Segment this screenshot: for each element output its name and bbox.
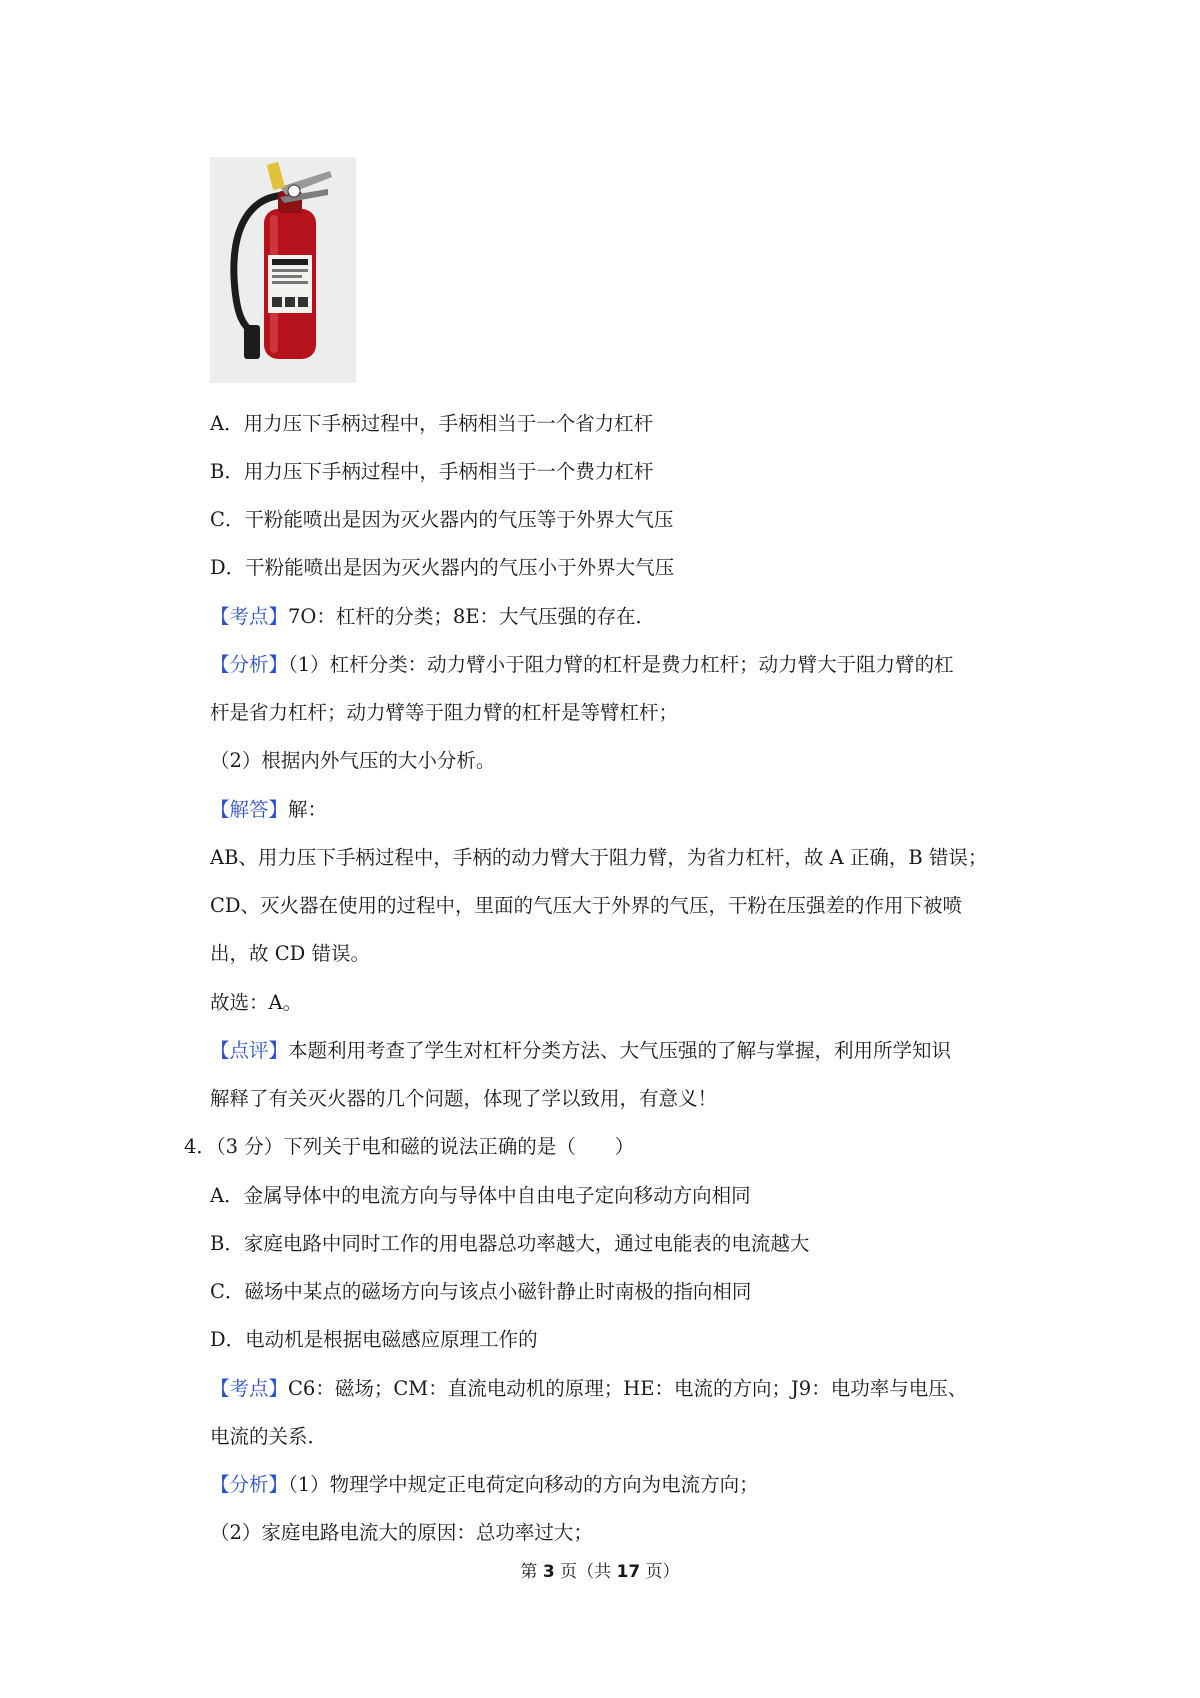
q4-option-a: A．金属导体中的电流方向与导体中自由电子定向移动方向相同 [210,1184,751,1207]
q3-kaodian [210,604,655,630]
footer-post: 页） [645,1562,680,1582]
q3-fenxi-line-3: （2）根据内外气压的大小分析。 [210,749,496,772]
page-total: 17 [616,1562,641,1582]
fenxi-text: （1）物理学中规定正电荷定向移动的方向为电流方向； [288,1473,759,1496]
page-footer [0,1561,1200,1583]
footer-mid: 页（共 [560,1562,612,1582]
fenxi-text: （1）杠杆分类：动力臂小于阻力臂的杠杆是费力杠杆；动力臂大于阻力臂的杠 [288,653,954,676]
jieda-tag: 【解答】 [210,798,289,821]
q3-jieda-line-2: CD、灭火器在使用的过程中，里面的气压大于外界的气压，干粉在压强差的作用下被喷 [210,894,963,917]
dianping-tag: 【点评】 [210,1039,289,1062]
kaodian-tag: 【考点】 [210,605,289,628]
q3-option-d: D．干粉能喷出是因为灭火器内的气压小于外界大气压 [210,556,675,579]
q3-answer: 故选：A。 [210,991,303,1014]
q3-jieda-line-1: AB、用力压下手柄过程中，手柄的动力臂大于阻力臂，为省力杠杆，故 A 正确，B 错误； [210,846,988,869]
fenxi-tag: 【分析】 [210,653,289,676]
fire-extinguisher-figure [210,157,356,383]
kaodian-tag: 【考点】 [210,1377,289,1400]
q4-kaodian [210,1376,967,1402]
q3-option-c: C．干粉能喷出是因为灭火器内的气压等于外界大气压 [210,508,674,531]
fire-extinguisher-icon [210,157,356,383]
q4-option-b: B．家庭电路中同时工作的用电器总功率越大，通过电能表的电流越大 [210,1232,810,1255]
q4-stem: 4．（3 分）下列关于电和磁的说法正确的是（ ） [184,1135,635,1158]
dianping-text: 本题利用考查了学生对杠杆分类方法、大气压强的了解与掌握，利用所学知识 [288,1039,952,1062]
q3-option-b: B．用力压下手柄过程中，手柄相当于一个费力杠杆 [210,460,654,483]
q4-kaodian-line-2: 电流的关系． [210,1425,328,1448]
footer-pre: 第 [520,1562,538,1582]
q4-fenxi [210,1472,759,1498]
kaodian-text: C6：磁场；CM：直流电动机的原理；HE：电流的方向；J9：电功率与电压、 [288,1377,968,1400]
q3-jieda-line-3: 出，故 CD 错误。 [210,942,370,965]
q4-fenxi-line-2: （2）家庭电路电流大的原因：总功率过大； [210,1521,593,1544]
q3-dianping-line-2: 解释了有关灭火器的几个问题，体现了学以致用，有意义！ [210,1087,718,1110]
q3-jieda [210,797,327,823]
q3-dianping [210,1038,951,1064]
q3-fenxi [210,652,954,678]
q4-option-d: D．电动机是根据电磁感应原理工作的 [210,1328,538,1351]
q4-option-c: C．磁场中某点的磁场方向与该点小磁针静止时南极的指向相同 [210,1280,752,1303]
page-number: 3 [542,1562,555,1582]
kaodian-text: 7O：杠杆的分类；8E：大气压强的存在． [288,605,656,628]
fenxi-tag: 【分析】 [210,1473,289,1496]
jieda-head: 解： [288,798,328,821]
q3-option-a: A．用力压下手柄过程中，手柄相当于一个省力杠杆 [210,412,654,435]
q3-fenxi-line-2: 杆是省力杠杆；动力臂等于阻力臂的杠杆是等臂杠杆； [210,701,679,724]
